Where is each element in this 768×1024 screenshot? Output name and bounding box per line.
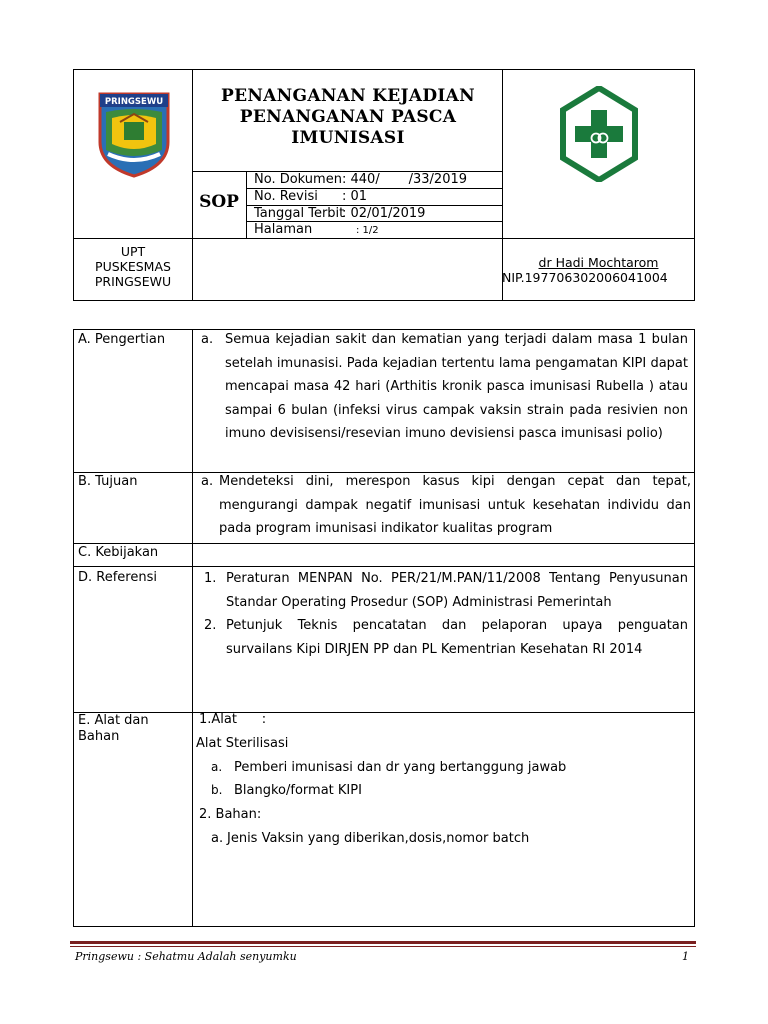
bahan-item [211, 831, 681, 846]
terbit-value: : 02/01/2019 [342, 206, 426, 221]
label-pengertian: A. Pengertian [78, 332, 166, 347]
referensi-list [204, 567, 688, 661]
sop-label: SOP [199, 192, 239, 212]
bahan-heading: 2. Bahan: [199, 807, 262, 822]
tujuan-text: Mendeteksi dini, merespon kasus kipi dengan cepat dan tepat, mengurangi dampak negatif imunisasi untuk kesehatan individu dan pada program imunisasi indikator kualitas program [219, 474, 691, 536]
referensi-marker: 1. [204, 571, 217, 586]
upt-line-2: PUSKESMAS [95, 259, 171, 274]
meta-terbit [254, 206, 504, 222]
document-title [193, 86, 503, 149]
title-line-2: PENANGANAN PASCA [239, 107, 457, 127]
alat-item [211, 760, 681, 775]
revisi-label: No. Revisi [254, 189, 318, 204]
footer-slogan: Pringsewu : Sehatmu Adalah senyumku [75, 950, 297, 963]
upt-line-3: PRINGSEWU [94, 274, 172, 289]
meta-dokumen [254, 172, 504, 188]
pengertian-marker: a. [201, 332, 214, 347]
halaman-value: : 1/2 [356, 225, 379, 236]
referensi-item [204, 614, 688, 661]
dokumen-value: : 440/ /33/2019 [342, 172, 468, 187]
label-alat-bahan [78, 713, 190, 745]
alat-text: Blangko/format KIPI [234, 783, 362, 798]
referensi-marker: 2. [204, 618, 217, 633]
bahan-text: Jenis Vaksin yang diberikan,dosis,nomor batch [227, 831, 530, 846]
revisi-value: : 01 [342, 189, 368, 204]
label-alat-line2: Bahan [78, 729, 120, 744]
alat-text: Pemberi imunisasi dan dr yang bertanggung jawab [234, 760, 567, 775]
meta-halaman [254, 222, 504, 239]
upt-name [74, 244, 192, 289]
tujuan-item [201, 470, 691, 541]
referensi-text: Peraturan MENPAN No. PER/21/M.PAN/11/2008 Tentang Penyusunan Standar Operating Prosedur (SOP) Administrasi Pemerintah [226, 571, 688, 610]
alat-item [211, 783, 681, 798]
halaman-label: Halaman [254, 222, 313, 237]
referensi-item [204, 567, 688, 614]
dokumen-label: No. Dokumen [254, 172, 342, 187]
puskesmas-logo [560, 86, 638, 182]
label-kebijakan: C. Kebijakan [78, 545, 159, 560]
label-referensi: D. Referensi [78, 570, 157, 585]
referensi-text: Petunjuk Teknis pencatatan dan pelaporan upaya penguatan survailans Kipi DIRJEN PP dan PL Kementrian Kesehatan RI 2014 [226, 618, 688, 657]
kepala-nip: NIP.197706302006041004 [502, 270, 668, 285]
label-tujuan: B. Tujuan [78, 474, 138, 489]
alat-marker: b. [211, 783, 223, 797]
kepala-name: dr Hadi Mochtarom [538, 255, 659, 270]
svg-text:PRINGSEWU: PRINGSEWU [104, 97, 164, 107]
meta-revisi [254, 189, 504, 205]
title-line-1: PENANGANAN KEJADIAN [221, 86, 475, 106]
alat-subheading: Alat Sterilisasi [196, 736, 289, 751]
tujuan-marker: a. [201, 474, 214, 489]
pengertian-item [201, 328, 688, 446]
label-alat-line1: E. Alat dan [78, 713, 149, 728]
terbit-label: Tanggal Terbit [254, 206, 345, 221]
footer-page-number: 1 [682, 950, 689, 963]
title-line-3: IMUNISASI [291, 128, 405, 148]
alat-marker: a. [211, 760, 223, 774]
pengertian-text: Semua kejadian sakit dan kematian yang terjadi dalam masa 1 bulan setelah imunasisi. Pada kejadian tertentu lama pengamatan KIPI dapat mencapai masa 42 hari (Arthitis kronik pasca imunisasi Rubella ) atau sampai 6 bulan (infeksi virus campak vaksin strain pada resivien non imuno devisisensi/resevian imuno devisiensi pasca imunisasi polio) [225, 332, 688, 441]
alat-heading: 1.Alat : [199, 712, 267, 727]
bahan-marker: a. [211, 831, 224, 846]
pringsewu-logo [96, 92, 172, 178]
upt-line-1: UPT [120, 244, 146, 259]
